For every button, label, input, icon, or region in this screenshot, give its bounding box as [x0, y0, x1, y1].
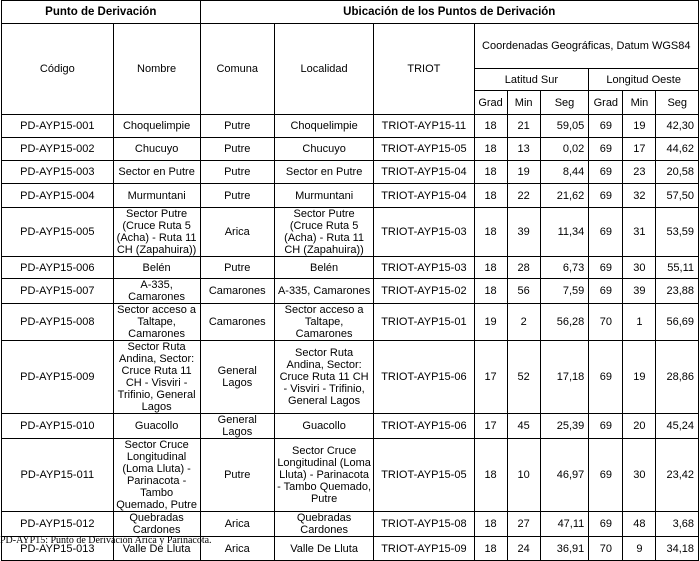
cell-comuna: Putre [200, 115, 274, 138]
table-row [2, 115, 699, 138]
cell-lon-min: 32 [623, 184, 656, 208]
cell-lon-seg: 23,88 [656, 279, 699, 304]
table-caption: PD-AYP15: Punto de Derivación Arica y Parinacota. [0, 535, 212, 546]
cell-lon-seg: 28,86 [656, 341, 699, 414]
cell-lon-min: 20 [623, 414, 656, 439]
cell-triot: TRIOT-AYP15-04 [374, 184, 474, 208]
cell-comuna: Camarones [200, 304, 274, 341]
cell-lat-seg: 7,59 [540, 279, 589, 304]
cell-codigo: PD-AYP15-007 [2, 279, 114, 304]
cell-triot: TRIOT-AYP15-01 [374, 304, 474, 341]
cell-lat-seg: 56,28 [540, 304, 589, 341]
cell-codigo: PD-AYP15-003 [2, 161, 114, 184]
cell-lat-grad: 18 [474, 257, 507, 279]
cell-localidad: A-335, Camarones [274, 279, 373, 304]
cell-comuna: Camarones [200, 279, 274, 304]
cell-lon-seg: 3,68 [656, 512, 699, 537]
cell-lon-min: 31 [623, 208, 656, 257]
cell-lon-seg: 53,59 [656, 208, 699, 257]
cell-lat-grad: 18 [474, 208, 507, 257]
cell-lat-min: 21 [507, 115, 540, 138]
cell-localidad: Sector Ruta Andina, Sector: Cruce Ruta 11 CH - Visviri - Trifinio, General Lagos [274, 341, 373, 414]
cell-lon-grad: 69 [589, 184, 623, 208]
cell-lon-min: 19 [623, 115, 656, 138]
cell-codigo: PD-AYP15-006 [2, 257, 114, 279]
table-row [2, 184, 699, 208]
header-lat-min: Min [507, 91, 540, 115]
cell-localidad: Murmuntani [274, 184, 373, 208]
cell-codigo: PD-AYP15-012 [2, 512, 114, 537]
header-punto-derivacion: Punto de Derivación [2, 1, 201, 24]
cell-lat-grad: 18 [474, 512, 507, 537]
cell-nombre: Quebradas Cardones [113, 512, 200, 537]
cell-triot: TRIOT-AYP15-05 [374, 138, 474, 161]
cell-lon-min: 17 [623, 138, 656, 161]
cell-comuna: Arica [200, 512, 274, 537]
cell-lon-grad: 69 [589, 138, 623, 161]
cell-codigo: PD-AYP15-013 [2, 537, 114, 561]
cell-lat-seg: 46,97 [540, 439, 589, 512]
cell-lon-min: 30 [623, 439, 656, 512]
cell-lon-grad: 70 [589, 537, 623, 561]
cell-lon-grad: 69 [589, 161, 623, 184]
cell-localidad: Quebradas Cardones [274, 512, 373, 537]
cell-lat-min: 28 [507, 257, 540, 279]
cell-nombre: Murmuntani [113, 184, 200, 208]
cell-lon-seg: 55,11 [656, 257, 699, 279]
cell-lon-min: 23 [623, 161, 656, 184]
cell-triot: TRIOT-AYP15-05 [374, 439, 474, 512]
cell-lat-grad: 18 [474, 138, 507, 161]
cell-nombre: Guacollo [113, 414, 200, 439]
cell-lat-min: 52 [507, 341, 540, 414]
cell-comuna: Putre [200, 138, 274, 161]
cell-localidad: Chucuyo [274, 138, 373, 161]
cell-lon-min: 9 [623, 537, 656, 561]
cell-codigo: PD-AYP15-005 [2, 208, 114, 257]
header-latitud-sur: Latitud Sur [474, 69, 589, 91]
cell-codigo: PD-AYP15-009 [2, 341, 114, 414]
cell-lat-grad: 18 [474, 115, 507, 138]
table-row [2, 304, 699, 341]
cell-lat-min: 39 [507, 208, 540, 257]
header-lon-grad: Grad [589, 91, 623, 115]
cell-localidad: Valle De Lluta [274, 537, 373, 561]
cell-nombre: Belén [113, 257, 200, 279]
cell-localidad: Guacollo [274, 414, 373, 439]
cell-lat-seg: 25,39 [540, 414, 589, 439]
cell-codigo: PD-AYP15-011 [2, 439, 114, 512]
cell-lat-min: 2 [507, 304, 540, 341]
cell-lon-min: 48 [623, 512, 656, 537]
cell-lat-grad: 18 [474, 161, 507, 184]
cell-codigo: PD-AYP15-002 [2, 138, 114, 161]
header-triot: TRIOT [374, 24, 474, 115]
cell-lon-min: 39 [623, 279, 656, 304]
cell-nombre: Sector Putre (Cruce Ruta 5 (Acha) - Ruta 11 CH (Zapahuira)) [113, 208, 200, 257]
cell-lat-seg: 11,34 [540, 208, 589, 257]
cell-localidad: Belén [274, 257, 373, 279]
header-comuna: Comuna [200, 24, 274, 115]
cell-nombre: Valle De Lluta [113, 537, 200, 561]
cell-triot: TRIOT-AYP15-09 [374, 537, 474, 561]
cell-lon-grad: 69 [589, 257, 623, 279]
cell-nombre: Chucuyo [113, 138, 200, 161]
cell-lat-seg: 36,91 [540, 537, 589, 561]
table-row [2, 414, 699, 439]
header-lat-seg: Seg [540, 91, 589, 115]
cell-lat-grad: 18 [474, 537, 507, 561]
cell-comuna: General Lagos [200, 414, 274, 439]
cell-lat-seg: 47,11 [540, 512, 589, 537]
cell-lat-min: 24 [507, 537, 540, 561]
cell-lat-grad: 17 [474, 341, 507, 414]
cell-localidad: Choquelimpie [274, 115, 373, 138]
cell-lon-seg: 44,62 [656, 138, 699, 161]
cell-localidad: Sector Putre (Cruce Ruta 5 (Acha) - Ruta 11 CH (Zapahuira)) [274, 208, 373, 257]
cell-comuna: General Lagos [200, 341, 274, 414]
header-ubicacion: Ubicación de los Puntos de Derivación [200, 1, 698, 24]
header-nombre: Nombre [113, 24, 200, 115]
cell-lon-grad: 69 [589, 208, 623, 257]
cell-lat-min: 45 [507, 414, 540, 439]
header-longitud-oeste: Longitud Oeste [589, 69, 699, 91]
cell-lat-grad: 17 [474, 414, 507, 439]
cell-lat-seg: 21,62 [540, 184, 589, 208]
header-codigo: Código [2, 24, 114, 115]
cell-localidad: Sector en Putre [274, 161, 373, 184]
table-row [2, 208, 699, 257]
cell-lon-grad: 69 [589, 414, 623, 439]
header-localidad: Localidad [274, 24, 373, 115]
cell-lat-seg: 6,73 [540, 257, 589, 279]
cell-lon-seg: 23,42 [656, 439, 699, 512]
cell-lat-min: 19 [507, 161, 540, 184]
cell-localidad: Sector Cruce Longitudinal (Loma Lluta) - Parinacota - Tambo Quemado, Putre [274, 439, 373, 512]
header-lon-seg: Seg [656, 91, 699, 115]
derivation-points-table [1, 0, 699, 561]
header-coordenadas: Coordenadas Geográficas, Datum WGS84 [474, 24, 698, 69]
cell-lon-min: 1 [623, 304, 656, 341]
header-lat-grad: Grad [474, 91, 507, 115]
cell-nombre: Sector en Putre [113, 161, 200, 184]
cell-nombre: Sector Cruce Longitudinal (Loma Lluta) - Parinacota - Tambo Quemado, Putre [113, 439, 200, 512]
table-row [2, 138, 699, 161]
cell-lat-seg: 8,44 [540, 161, 589, 184]
cell-comuna: Putre [200, 257, 274, 279]
cell-lon-seg: 34,18 [656, 537, 699, 561]
cell-lon-seg: 45,24 [656, 414, 699, 439]
cell-lat-grad: 19 [474, 304, 507, 341]
cell-lat-seg: 0,02 [540, 138, 589, 161]
cell-lon-seg: 56,69 [656, 304, 699, 341]
cell-comuna: Putre [200, 439, 274, 512]
cell-comuna: Putre [200, 161, 274, 184]
cell-lat-seg: 17,18 [540, 341, 589, 414]
cell-lon-grad: 70 [589, 304, 623, 341]
cell-codigo: PD-AYP15-008 [2, 304, 114, 341]
cell-lat-grad: 18 [474, 184, 507, 208]
table-body [2, 115, 699, 561]
table-row [2, 279, 699, 304]
cell-lat-min: 27 [507, 512, 540, 537]
cell-lon-seg: 42,30 [656, 115, 699, 138]
cell-triot: TRIOT-AYP15-02 [374, 279, 474, 304]
cell-triot: TRIOT-AYP15-08 [374, 512, 474, 537]
cell-nombre: Sector acceso a Taltape, Camarones [113, 304, 200, 341]
cell-lon-min: 30 [623, 257, 656, 279]
cell-codigo: PD-AYP15-004 [2, 184, 114, 208]
cell-codigo: PD-AYP15-001 [2, 115, 114, 138]
cell-lat-min: 22 [507, 184, 540, 208]
cell-comuna: Arica [200, 208, 274, 257]
cell-triot: TRIOT-AYP15-04 [374, 161, 474, 184]
cell-lat-min: 10 [507, 439, 540, 512]
cell-lon-grad: 69 [589, 341, 623, 414]
cell-comuna: Putre [200, 184, 274, 208]
header-lon-min: Min [623, 91, 656, 115]
cell-triot: TRIOT-AYP15-11 [374, 115, 474, 138]
cell-localidad: Sector acceso a Taltape, Camarones [274, 304, 373, 341]
table-row [2, 161, 699, 184]
cell-nombre: Sector Ruta Andina, Sector: Cruce Ruta 11 CH - Visviri - Trifinio, General Lagos [113, 341, 200, 414]
table-row [2, 257, 699, 279]
cell-lon-min: 19 [623, 341, 656, 414]
cell-triot: TRIOT-AYP15-03 [374, 257, 474, 279]
cell-triot: TRIOT-AYP15-06 [374, 414, 474, 439]
table-row [2, 439, 699, 512]
cell-lon-grad: 69 [589, 439, 623, 512]
cell-lon-seg: 20,58 [656, 161, 699, 184]
cell-lon-grad: 69 [589, 115, 623, 138]
cell-lat-seg: 59,05 [540, 115, 589, 138]
cell-triot: TRIOT-AYP15-06 [374, 341, 474, 414]
cell-nombre: Choquelimpie [113, 115, 200, 138]
cell-lon-grad: 69 [589, 512, 623, 537]
cell-lat-grad: 18 [474, 279, 507, 304]
table-row [2, 341, 699, 414]
cell-nombre: A-335, Camarones [113, 279, 200, 304]
cell-codigo: PD-AYP15-010 [2, 414, 114, 439]
cell-lon-grad: 69 [589, 279, 623, 304]
cell-triot: TRIOT-AYP15-03 [374, 208, 474, 257]
table-row [2, 512, 699, 537]
cell-comuna: Arica [200, 537, 274, 561]
cell-lat-min: 56 [507, 279, 540, 304]
cell-lat-grad: 18 [474, 439, 507, 512]
cell-lon-seg: 57,50 [656, 184, 699, 208]
cell-lat-min: 13 [507, 138, 540, 161]
